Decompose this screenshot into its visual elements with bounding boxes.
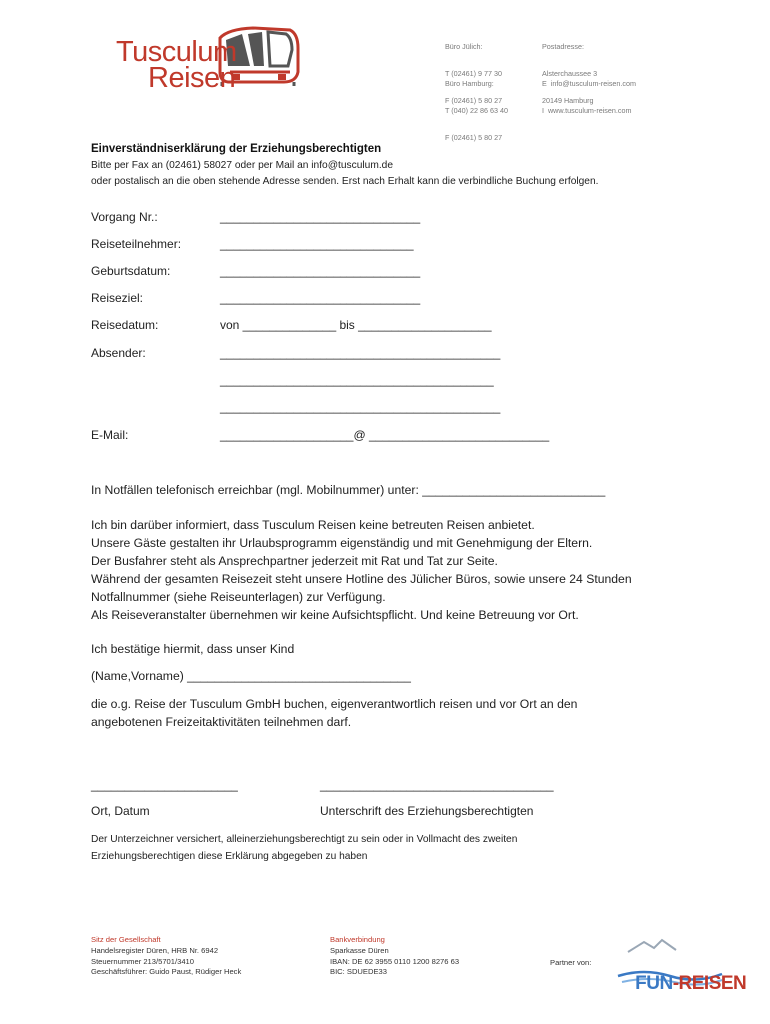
place-date-label: Ort, Datum bbox=[91, 804, 150, 818]
bank-details: Sparkasse Düren IBAN: DE 62 3955 0110 1200 8276 63 BIC: SDUEDE33 bbox=[330, 946, 460, 976]
company-title: Sitz der Gesellschaft bbox=[91, 935, 161, 944]
field-label-reiseziel: Reiseziel: bbox=[91, 291, 144, 305]
field-label-email: E-Mail: bbox=[91, 428, 129, 442]
field-input-email[interactable]: ____________________@ ___________________________ bbox=[220, 428, 550, 442]
partner-label: Partner von: bbox=[550, 958, 592, 967]
postal-city: 20149 Hamburg bbox=[542, 96, 594, 105]
office-hamburg-title: Büro Hamburg: bbox=[445, 79, 494, 88]
logo-text-line2: Reisen bbox=[148, 62, 236, 94]
company-logo bbox=[110, 22, 310, 96]
contact-online bbox=[542, 61, 636, 124]
field-label-reisedatum: Reisedatum: bbox=[91, 318, 159, 332]
intro-line-2: oder postalisch an die oben stehende Adresse senden. Erst nach Erhalt kann die verbindliche Buchung erfolgen. bbox=[91, 176, 599, 187]
office-juelich-fax: F (02461) 5 80 27 bbox=[445, 96, 503, 105]
signature-label: Unterschrift des Erziehungsberechtigten bbox=[320, 804, 534, 818]
field-input-vorgang[interactable]: ______________________________ bbox=[220, 210, 421, 224]
office-juelich-title: Büro Jülich: bbox=[445, 42, 483, 51]
office-juelich-phone: T (02461) 9 77 30 bbox=[445, 69, 503, 78]
office-hamburg-phone: T (040) 22 86 63 40 bbox=[445, 106, 509, 115]
intro-line-1: Bitte per Fax an (02461) 58027 oder per Mail an info@tusculum.de bbox=[91, 160, 393, 171]
postal-street: Alsterchaussee 3 bbox=[542, 69, 598, 78]
field-label-vorgang: Vorgang Nr.: bbox=[91, 210, 158, 224]
postal-title: Postadresse: bbox=[542, 42, 584, 51]
form-title: Einverständniserklärung der Erziehungsberechtigten bbox=[91, 143, 382, 155]
contact-email[interactable]: E info@tusculum-reisen.com bbox=[542, 79, 636, 88]
bank-title: Bankverbindung bbox=[330, 935, 385, 944]
declaration-text: Der Unterzeichner versichert, alleinerziehungsberechtigt zu sein oder in Vollmacht des zweiten Erziehungsberechtigen diese Erklärung abgegeben zu haben bbox=[91, 834, 518, 862]
fun-reisen-logo bbox=[614, 938, 747, 994]
confirm-text: Ich bestätige hiermit, dass unser Kind bbox=[91, 642, 295, 656]
partner-logo-fun: FUN bbox=[635, 973, 673, 994]
field-input-absender-1[interactable]: __________________________________________ bbox=[220, 346, 501, 360]
company-details: Handelsregister Düren, HRB Nr. 6942 Steuernummer 213/5701/3410 Geschäftsführer: Guido Paust, Rüdiger Heck bbox=[91, 946, 242, 976]
contact-web[interactable]: I www.tusculum-reisen.com bbox=[542, 106, 632, 115]
partner-logo-reisen: -REISEN bbox=[672, 973, 747, 994]
field-input-absender-2[interactable]: _________________________________________ bbox=[220, 373, 494, 387]
field-input-absender-3[interactable]: __________________________________________ bbox=[220, 400, 501, 414]
consent-text: die o.g. Reise der Tusculum GmbH buchen, eigenverantwortlich reisen und vor Ort an den angebotenen Freizeitaktivitäten teilnehmen darf. bbox=[91, 697, 578, 729]
field-input-reiseziel[interactable]: ______________________________ bbox=[220, 291, 421, 305]
office-hamburg bbox=[445, 61, 508, 151]
office-hamburg-fax: F (02461) 5 80 27 bbox=[445, 133, 503, 142]
logo-text-line1: Tusculum bbox=[116, 36, 237, 68]
child-name-line[interactable]: (Name,Vorname) _________________________________ bbox=[91, 669, 411, 683]
place-date-line[interactable]: ______________________ bbox=[91, 778, 238, 792]
info-paragraph: Ich bin darüber informiert, dass Tusculum Reisen keine betreuten Reisen anbietet. Unsere Gäste gestalten ihr Urlaubsprogramm eigenständig und mit Genehmigung der Eltern. Der Busfahrer steht als Ansprechpartner jederzeit mit Rat und Tat zur Seite. Während der gesamten Reisezeit steht unsere Hotline des Jülicher Büros, sowie unsere 24 Stunden Notfallnummer (siehe Reiseunterlagen) zur Verfügung. Als Reiseveranstalter übernehmen wir keine Aufsichtspflicht. Und keine Betreuung vor Ort. bbox=[91, 518, 632, 622]
field-input-teilnehmer[interactable]: _____________________________ bbox=[220, 237, 414, 251]
field-label-geburtsdatum: Geburtsdatum: bbox=[91, 264, 171, 278]
emergency-phone-line[interactable]: In Notfällen telefonisch erreichbar (mgl. Mobilnummer) unter: ___________________________ bbox=[91, 483, 606, 497]
field-label-absender: Absender: bbox=[91, 346, 146, 360]
field-input-reisedatum[interactable]: von ______________ bis ____________________ bbox=[220, 318, 492, 332]
signature-line[interactable]: ___________________________________ bbox=[320, 778, 554, 792]
field-input-geburtsdatum[interactable]: ______________________________ bbox=[220, 264, 421, 278]
field-label-teilnehmer: Reiseteilnehmer: bbox=[91, 237, 182, 251]
